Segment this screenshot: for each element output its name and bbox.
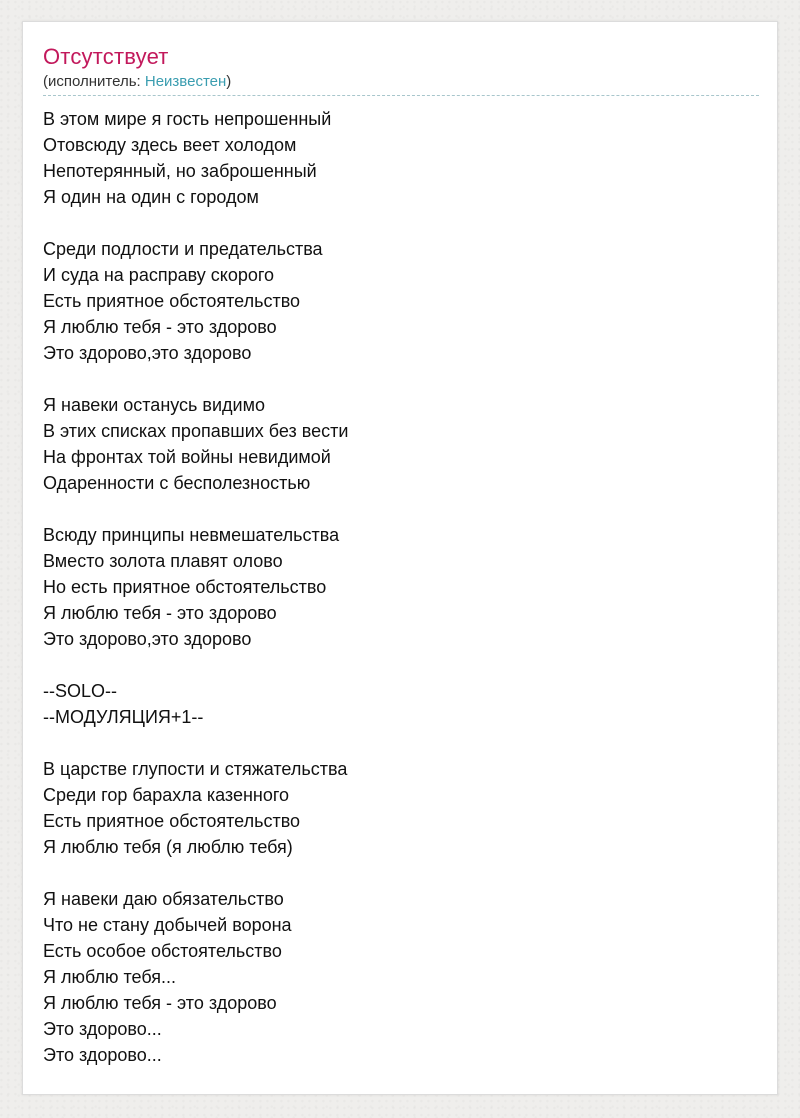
artist-prefix: (исполнитель: bbox=[43, 73, 145, 90]
lyric-line: Но есть приятное обстоятельство bbox=[43, 577, 327, 597]
lyric-line: Есть приятное обстоятельство bbox=[43, 291, 301, 311]
lyric-line: В этих списках пропавших без вести bbox=[43, 421, 349, 441]
lyric-line: Одаренности с бесполезностью bbox=[43, 473, 311, 493]
lyric-line: Я навеки останусь видимо bbox=[43, 395, 265, 415]
stanza-break bbox=[43, 860, 759, 886]
artist-line bbox=[43, 73, 759, 91]
stanza-break bbox=[43, 210, 759, 236]
lyric-line: Я люблю тебя - это здорово bbox=[43, 603, 277, 623]
lyric-line: Я люблю тебя... bbox=[43, 967, 177, 987]
lyric-line: На фронтах той войны невидимой bbox=[43, 447, 331, 467]
lyric-line: Я один на один с городом bbox=[43, 187, 259, 207]
lyric-line: Всюду принципы невмешательства bbox=[43, 525, 340, 545]
artist-suffix: ) bbox=[226, 73, 232, 90]
lyrics-card bbox=[22, 21, 778, 1095]
lyric-line: Есть особое обстоятельство bbox=[43, 941, 282, 961]
lyric-line: В этом мире я гость непрошенный bbox=[43, 109, 332, 129]
lyric-line: И суда на расправу скорого bbox=[43, 265, 275, 285]
lyric-line: Это здорово... bbox=[43, 1019, 162, 1039]
lyric-line: Вместо золота плавят олово bbox=[43, 551, 283, 571]
lyric-line: В царстве глупости и стяжательства bbox=[43, 759, 348, 779]
lyric-line: Среди подлости и предательства bbox=[43, 239, 323, 259]
lyric-line: Я люблю тебя - это здорово bbox=[43, 993, 277, 1013]
lyric-line: Это здорово,это здорово bbox=[43, 629, 252, 649]
song-title: Отсутствует bbox=[43, 44, 169, 69]
stanza-break bbox=[43, 496, 759, 522]
lyric-line: Есть приятное обстоятельство bbox=[43, 811, 301, 831]
lyric-line: Что не стану добычей ворона bbox=[43, 915, 292, 935]
lyric-line: Я люблю тебя - это здорово bbox=[43, 317, 277, 337]
artist-link[interactable]: Неизвестен bbox=[144, 73, 227, 90]
lyric-line: Это здорово,это здорово bbox=[43, 343, 252, 363]
song-header bbox=[43, 44, 759, 96]
stanza-break bbox=[43, 730, 759, 756]
stanza-break bbox=[43, 652, 759, 678]
lyrics-body bbox=[43, 106, 759, 1068]
lyric-line: --МОДУЛЯЦИЯ+1-- bbox=[43, 707, 204, 727]
stanza-break bbox=[43, 366, 759, 392]
lyric-line: Отовсюду здесь веет холодом bbox=[43, 135, 297, 155]
lyric-line: Это здорово... bbox=[43, 1045, 162, 1065]
lyric-line: --SOLO-- bbox=[43, 681, 117, 701]
lyric-line: Среди гор барахла казенного bbox=[43, 785, 290, 805]
lyric-line: Я навеки даю обязательство bbox=[43, 889, 284, 909]
lyric-line: Я люблю тебя (я люблю тебя) bbox=[43, 837, 293, 857]
lyric-line: Непотерянный, но заброшенный bbox=[43, 161, 317, 181]
